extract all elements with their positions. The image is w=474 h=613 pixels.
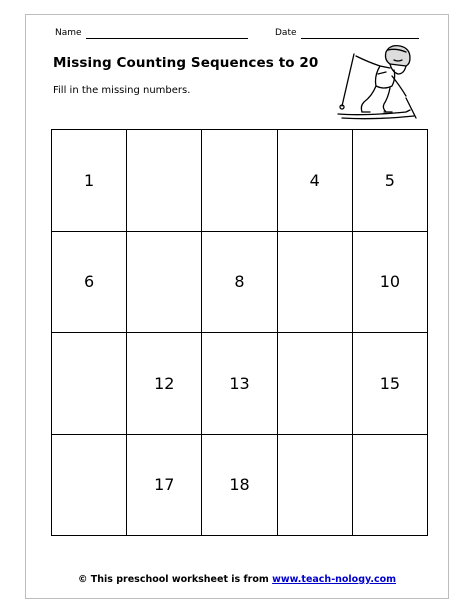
- date-field[interactable]: [275, 28, 419, 39]
- grid-cell[interactable]: [353, 435, 428, 537]
- instructions: Fill in the missing numbers.: [53, 85, 191, 96]
- grid-cell: 13: [202, 333, 277, 435]
- grid-cell: 17: [127, 435, 202, 537]
- grid-cell[interactable]: [278, 232, 353, 334]
- footer-link[interactable]: www.teach-nology.com: [272, 574, 397, 585]
- grid-cell[interactable]: [278, 435, 353, 537]
- worksheet-title: Missing Counting Sequences to 20: [53, 55, 319, 71]
- grid-cell: 6: [52, 232, 127, 334]
- grid-cell[interactable]: [202, 130, 277, 232]
- grid-cell: 10: [353, 232, 428, 334]
- grid-cell: 12: [127, 333, 202, 435]
- grid-cell: 15: [353, 333, 428, 435]
- date-line[interactable]: [301, 29, 419, 39]
- name-line[interactable]: [86, 29, 248, 39]
- grid-cell[interactable]: [278, 333, 353, 435]
- grid-cell: 1: [52, 130, 127, 232]
- date-label: Date: [275, 28, 297, 38]
- name-field[interactable]: [55, 28, 248, 39]
- footer: [0, 574, 474, 585]
- grid-cell[interactable]: [127, 232, 202, 334]
- footer-text: © This preschool worksheet is from: [77, 574, 269, 585]
- name-label: Name: [55, 28, 82, 38]
- skier-illustration: [334, 40, 422, 122]
- grid-cell: 4: [278, 130, 353, 232]
- grid-cell: 18: [202, 435, 277, 537]
- grid-cell: 8: [202, 232, 277, 334]
- grid-cell: 5: [353, 130, 428, 232]
- grid-cell[interactable]: [52, 333, 127, 435]
- number-grid: [51, 129, 428, 536]
- grid-cell[interactable]: [52, 435, 127, 537]
- grid-cell[interactable]: [127, 130, 202, 232]
